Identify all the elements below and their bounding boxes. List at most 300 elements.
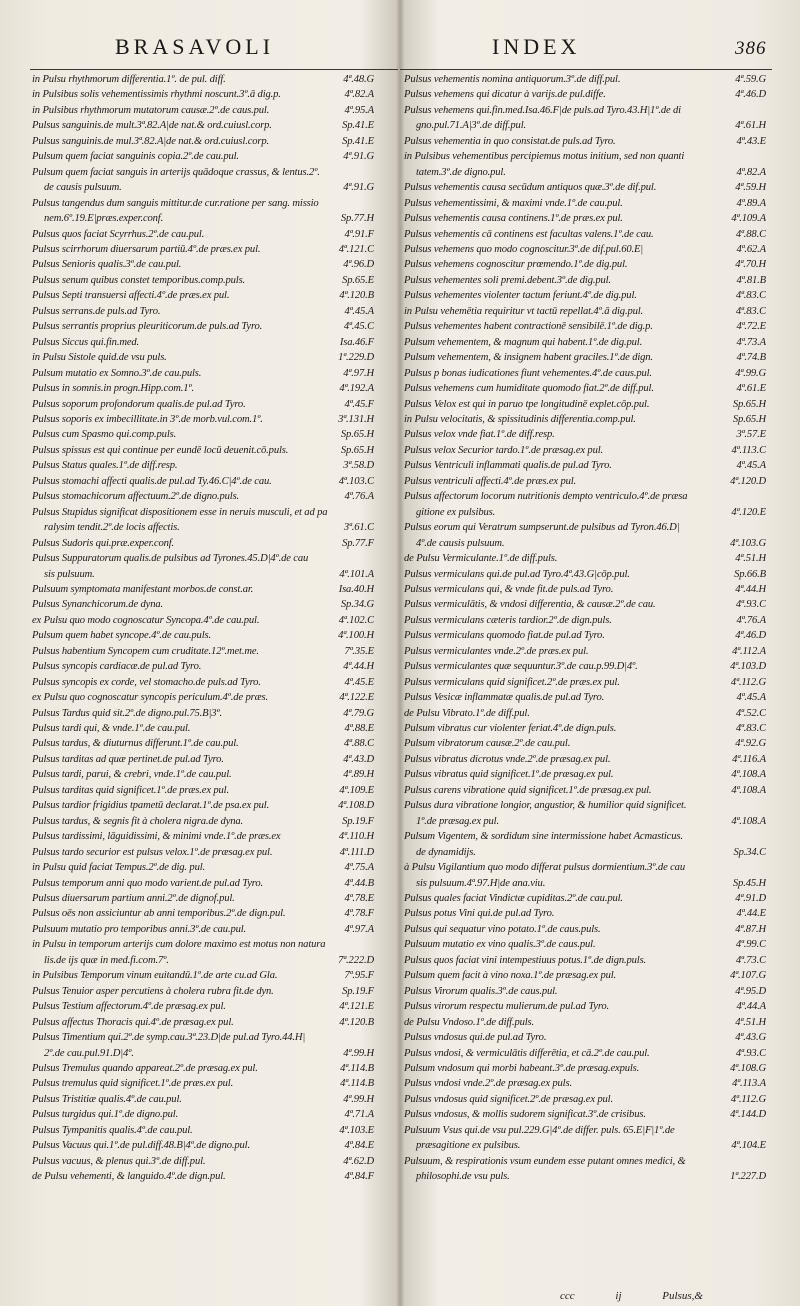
entry-reference: 7ª.95.F <box>344 970 374 982</box>
entry-text: Pulsus serrans.de puls.ad Tyro. <box>32 305 161 317</box>
index-entry <box>32 227 374 242</box>
entry-reference: Sp.41.E <box>342 120 374 132</box>
entry-text: sis pulsuum. <box>44 568 95 580</box>
entry-text: Pulsus turgidus qui.1º.de digno.pul. <box>32 1109 179 1121</box>
index-entry <box>404 613 766 628</box>
entry-text: 1º.de præsag.ex pul. <box>416 815 499 827</box>
index-entry <box>404 628 766 643</box>
entry-reference: 4ª.101.A <box>339 568 374 580</box>
entry-reference: 4ª.43.E <box>736 135 766 147</box>
index-entry <box>32 520 374 535</box>
index-entry <box>32 582 374 597</box>
index-entry <box>404 1169 766 1184</box>
entry-reference: 4ª.74.B <box>736 352 766 364</box>
entry-text: in Pulsibus vehementibus percipiemus motus initium, sed non quanti <box>404 151 685 163</box>
index-entry <box>32 922 374 937</box>
entry-text: in Pulsibus Temporum vinum euitandū.1º.de arte cu.ad Gla. <box>32 970 278 982</box>
index-entry <box>404 304 766 319</box>
entry-text: Pulsus vacuus, & plenus qui.3º.de diff.pul. <box>32 1155 206 1167</box>
index-entry <box>404 659 766 674</box>
index-entry <box>32 1092 374 1107</box>
index-entry <box>404 118 766 133</box>
entry-reference: 4ª.121.E <box>339 1001 374 1013</box>
index-entry <box>32 242 374 257</box>
entry-reference: Sp.19.F <box>342 815 374 827</box>
entry-text: Pulsus serrantis proprius pleuriticorum.de puls.ad Tyro. <box>32 321 263 333</box>
entry-reference: 4ª.43.D <box>343 753 374 765</box>
entry-reference: 4ª.83.C <box>735 723 766 735</box>
entry-reference: 4ª.97.H <box>343 367 374 379</box>
index-entry <box>404 984 766 999</box>
entry-reference: 4ª.48.G <box>343 74 374 85</box>
index-entry <box>404 412 766 427</box>
entry-text: Pulsus spissus est qui continue per eundē locū deuenit.cō.puls. <box>32 444 289 456</box>
entry-reference: 4ª.82.A <box>736 166 766 178</box>
catchword: Pulsus,& <box>662 1290 703 1302</box>
entry-text: Pulsus Senioris qualis.3º.de cau.pul. <box>32 259 182 271</box>
entry-reference: 4ª.103.C <box>338 475 374 487</box>
index-entry <box>32 1030 374 1045</box>
entry-reference: 4ª.120.D <box>730 475 766 487</box>
entry-reference: 4ª.120.B <box>339 1016 374 1028</box>
entry-reference: 4ª.103.E <box>339 1124 374 1136</box>
index-entry <box>32 536 374 551</box>
index-entry <box>32 1076 374 1091</box>
entry-reference: 4ª.73.C <box>735 954 766 966</box>
index-entry <box>32 644 374 659</box>
entry-reference: 4ª.102.C <box>338 614 374 626</box>
entry-text: Pulsus vermiculantes quæ sequuntur.3º.de cau.p.99.D|4º. <box>404 661 638 673</box>
entry-text: Pulsus tardior frigidius tpametū declarat.1º.de psa.ex pul. <box>32 800 270 812</box>
index-entry <box>404 1076 766 1091</box>
index-entry <box>32 350 374 365</box>
entry-reference: 4ª.44.B <box>344 877 374 889</box>
entry-text: Pulsus quos faciat vini intempestiuus potus.1º.de dign.puls. <box>404 954 647 966</box>
index-entry <box>404 505 766 520</box>
entry-text: Pulsus vndosi vnde.2º.de præsag.ex puls. <box>404 1078 572 1090</box>
entry-text: Pulsus eorum qui Veratrum sumpserunt.de pulsibus ad Tyron.46.D| <box>404 522 680 534</box>
entry-text: Pulsus Status quales.1º.de diff.resp. <box>32 460 178 472</box>
entry-reference: 4ª.109.E <box>339 784 374 796</box>
entry-text: Pulsus tardo securior est pulsus velox.1º.de præsag.ex pul. <box>32 846 273 858</box>
entry-text: Pulsus syncopis cardiacæ.de pul.ad Tyro. <box>32 661 202 673</box>
entry-text: Pulsus Stupidus significat dispositionem esse in neruis musculi, et ad pa <box>32 506 328 518</box>
index-entry <box>32 551 374 566</box>
entry-reference: 3ª.57.E <box>736 429 766 441</box>
entry-reference: 4ª.52.C <box>735 707 766 719</box>
index-entry <box>32 1061 374 1076</box>
entry-reference: 1ª.229.D <box>338 352 374 364</box>
index-entry <box>404 814 766 829</box>
entry-text: Pulsus vibratus quid significet.1º.de præsag.ex pul. <box>404 769 614 781</box>
entry-reference: Sp.77.F <box>342 537 374 549</box>
index-entry <box>32 1169 374 1184</box>
entry-reference: 4ª.76.A <box>736 614 766 626</box>
index-entry <box>32 458 374 473</box>
entry-text: Pulsum Vigentem, & sordidum sine intermissione habet Acmasticus. <box>404 831 683 843</box>
index-entry <box>32 304 374 319</box>
signature-mark: ccc <box>560 1290 575 1302</box>
entry-reference: 4ª.51.H <box>735 1016 766 1028</box>
index-entry <box>32 675 374 690</box>
page-number: 386 <box>735 38 767 59</box>
entry-reference: Sp.41.E <box>342 135 374 147</box>
entry-reference: 4ª.45.F <box>344 398 374 410</box>
entry-text: Pulsus stomachi affecti qualis.de pul.ad Ty.46.C|4º.de cau. <box>32 475 272 487</box>
entry-text: Pulsum quem habet syncope.4º.de cau.puls. <box>32 630 211 642</box>
entry-reference: 4ª.73.A <box>736 336 766 348</box>
header-rule-left <box>30 69 398 70</box>
index-entry <box>404 489 766 504</box>
index-entry <box>32 134 374 149</box>
entry-reference: 3ª.131.H <box>338 413 374 425</box>
index-entry <box>32 505 374 520</box>
index-entry <box>404 767 766 782</box>
index-entry <box>32 767 374 782</box>
entry-reference: 4ª.59.H <box>735 182 766 194</box>
entry-reference: Sp.77.H <box>340 213 374 225</box>
entry-reference: 4ª.72.E <box>736 321 766 333</box>
entry-text: tatem.3º.de digno.pul. <box>416 166 506 178</box>
entry-reference: 4ª.99.H <box>343 1093 374 1105</box>
index-entry <box>404 350 766 365</box>
entry-text: Pulsus quales faciat Vindictæ cupiditas.2º.de cau.pul. <box>404 893 623 905</box>
entry-reference: 4ª.108.A <box>731 784 766 796</box>
entry-reference: 4ª.95.A <box>344 104 374 116</box>
entry-text: de Pulsu Vibrato.1º.de diff.pul. <box>404 707 530 719</box>
entry-reference: 4ª.46.D <box>735 630 766 642</box>
entry-reference: 4ª.122.E <box>339 692 374 704</box>
entry-reference: 4ª.61.H <box>735 120 766 132</box>
index-entry <box>404 675 766 690</box>
entry-text: Pulsus Sudoris qui.præ.exper.conf. <box>32 537 175 549</box>
entry-text: Pulsus vndosus, & mollis sudorem significat.3º.de crisibus. <box>404 1109 646 1121</box>
entry-text: gno.pul.71.A|3º.de diff.pul. <box>416 120 526 132</box>
entry-text: Pulsus vehemens qui.fin.med.Isa.46.F|de puls.ad Tyro.43.H|1º.de di <box>404 104 681 116</box>
index-entry <box>404 906 766 921</box>
entry-reference: Sp.45.H <box>732 877 766 889</box>
entry-text: Pulsus vermiculātis, & vndosi differentia, & causæ.2º.de cau. <box>404 599 656 611</box>
entry-text: Pulsus virorum respectu mulierum.de pul.ad Tyro. <box>404 1001 610 1013</box>
entry-text: ex Pulsu quo cognoscatur syncopis periculum.4º.de præs. <box>32 692 269 704</box>
entry-text: Pulsus Testium affectorum.4º.de præsag.ex pul. <box>32 1001 226 1013</box>
index-entry <box>404 891 766 906</box>
index-entry <box>404 427 766 442</box>
entry-reference: 4ª.108.A <box>731 815 766 827</box>
index-entry <box>404 443 766 458</box>
index-entry <box>404 536 766 551</box>
entry-text: Pulsus vehementia in quo consistat.de puls.ad Tyro. <box>404 135 616 147</box>
entry-text: Pulsus Tristitiæ qualis.4º.de cau.pul. <box>32 1093 182 1105</box>
entry-text: in Pulsu vehemētia requiritur vt tactū repellat.4º.ā dig.pul. <box>404 305 644 317</box>
entry-text: Pulsus carens vibratione quid significet.1º.de præsag.ex pul. <box>404 784 652 796</box>
index-entry <box>32 335 374 350</box>
entry-reference: 4ª.114.B <box>340 1078 374 1090</box>
entry-reference: Sp.66.B <box>734 568 766 580</box>
index-entry <box>32 1123 374 1138</box>
entry-text: Pulsuum mutatio pro temporibus anni.3º.de cau.pul. <box>32 923 247 935</box>
entry-reference: 7ª.35.E <box>344 645 374 657</box>
entry-reference: 4ª.116.A <box>732 753 766 765</box>
entry-text: Pulsus tardus, & segnis fit à cholera nigra.de dyna. <box>32 815 244 827</box>
index-entry <box>32 103 374 118</box>
index-entry <box>404 397 766 412</box>
entry-text: Pulsus velox Securior tardo.1º.de præsag.ex pul. <box>404 444 604 456</box>
entry-text: Pulsus vermiculans cæteris tardior.2º.de dign.puls. <box>404 614 612 626</box>
index-entry <box>32 721 374 736</box>
entry-reference: 1ª.227.D <box>730 1171 766 1183</box>
entry-text: Pulsum quem facit à vino noxa.1º.de præsag.ex pul. <box>404 970 617 982</box>
entry-text: Pulsus vehementis nomina antiquorum.3º.de diff.pul. <box>404 74 621 85</box>
entry-reference: 4ª.97.A <box>344 923 374 935</box>
entry-reference: 4ª.93.C <box>735 1047 766 1059</box>
entry-text: Pulsus vermiculantes vnde.2º.de præs.ex pul. <box>404 645 589 657</box>
entry-text: Pulsus Timentium qui.2º.de symp.cau.3ª.23.D|de pul.ad Tyro.44.H| <box>32 1032 306 1044</box>
entry-text: Pulsus vehementes violenter tactum feriunt.4º.de dig.pul. <box>404 290 637 302</box>
index-entry <box>404 227 766 242</box>
index-entry <box>404 752 766 767</box>
entry-reference: 4ª.109.A <box>731 213 766 225</box>
index-entry <box>404 1046 766 1061</box>
index-entry <box>32 906 374 921</box>
index-entry <box>404 335 766 350</box>
entry-text: Pulsus cum Spasmo qui.comp.puls. <box>32 429 177 441</box>
index-entry <box>32 72 374 87</box>
index-entry <box>404 1154 766 1169</box>
entry-reference: 4ª.110.H <box>338 831 374 843</box>
entry-text: Pulsus tardus, & diuturnus differunt.1º.de cau.pul. <box>32 738 239 750</box>
entry-text: Pulsus vehementis cā continens est facultas valens.1º.de cau. <box>404 228 654 240</box>
entry-text: Pulsus Suppuratorum qualis.de pulsibus ad Tyrones.45.D|4º.de cau <box>32 553 309 565</box>
entry-text: in Pulsibus solis vehementissimis rhythmi noscunt.3º.ā dig.p. <box>32 89 281 101</box>
entry-reference: 4ª.96.D <box>343 259 374 271</box>
running-head-author: BRASAVOLI <box>115 34 275 59</box>
index-entry <box>404 1015 766 1030</box>
entry-text: Pulsus sanguinis.de mul.3ª.82.A|de nat.& ord.cuiusl.corp. <box>32 135 270 147</box>
entry-reference: 4ª.99.G <box>735 367 766 379</box>
index-entry <box>404 1138 766 1153</box>
entry-text: Pulsus Vacuus qui.1º.de pul.diff.48.B|4º.de digno.pul. <box>32 1140 250 1152</box>
index-entry <box>32 752 374 767</box>
entry-text: Pulsus vermiculans qui, & vnde fit.de puls.ad Tyro. <box>404 583 614 595</box>
entry-reference: 4ª.44.A <box>736 1001 766 1013</box>
entry-reference: 4ª.62.A <box>736 243 766 255</box>
entry-reference: 4ª.88.E <box>344 723 374 735</box>
entry-text: Pulsus sanguinis.de mult.3ª.82.A|de nat.& ord.cuiusl.corp. <box>32 120 272 132</box>
entry-text: Pulsum mutatio ex Somno.3º.de cau.puls. <box>32 367 202 379</box>
index-entry <box>404 690 766 705</box>
entry-text: Pulsus soporum profondorum qualis.de pul.ad Tyro. <box>32 398 246 410</box>
index-entry <box>404 288 766 303</box>
index-entry <box>404 845 766 860</box>
entry-text: Pulsus qui sequatur vino potato.1º.de caus.puls. <box>404 923 601 935</box>
entry-text: Pulsuum Vsus qui.de vsu pul.229.G|4º.de differ. puls. 65.E|F|1º.de <box>404 1124 675 1136</box>
entry-text: in Pulsibus rhythmorum mutatorum causæ.2º.de caus.pul. <box>32 104 270 116</box>
index-entry <box>32 273 374 288</box>
entry-reference: 4ª.61.E <box>736 383 766 395</box>
entry-text: in Pulsu Sistole quid.de vsu puls. <box>32 352 167 364</box>
index-entry <box>32 860 374 875</box>
entry-text: Pulsus vehemens quo modo cognoscitur.3º.de dif.pul.60.E| <box>404 243 644 255</box>
entry-reference: 4ª.79.G <box>343 707 374 719</box>
index-entry <box>32 798 374 813</box>
entry-reference: 4ª.88.C <box>343 738 374 750</box>
entry-reference: 4ª.91.G <box>343 151 374 163</box>
index-entry <box>32 736 374 751</box>
entry-reference: 4ª.45.A <box>736 460 766 472</box>
index-entry <box>32 443 374 458</box>
entry-text: Pulsus ventriculi affecti.4º.de præs.ex pul. <box>404 475 577 487</box>
index-entry <box>404 597 766 612</box>
entry-reference: 4ª.120.B <box>339 290 374 302</box>
entry-text: Pulsuum, & respirationis vsum eundem esse putant omnes medici, & <box>404 1155 686 1167</box>
entry-text: Pulsus tangendus dum sanguis mittitur.de cur.ratione per sang. missio <box>32 197 319 209</box>
index-entry <box>404 829 766 844</box>
entry-text: de Pulsu vehementi, & languido.4º.de dign.pul. <box>32 1171 226 1183</box>
entry-text: sis pulsuum.4ª.97.H|de ana.viu. <box>416 877 546 889</box>
entry-reference: 4ª.144.D <box>730 1109 766 1121</box>
index-entry <box>32 999 374 1014</box>
entry-reference: 4ª.46.D <box>735 89 766 101</box>
entry-reference: 4ª.43.G <box>735 1032 766 1044</box>
index-entry <box>32 1046 374 1061</box>
index-entry <box>404 257 766 272</box>
index-entry <box>32 257 374 272</box>
entry-text: Pulsum quem faciat sanguinis copia.2º.de cau.pul. <box>32 151 239 163</box>
entry-reference: Sp.34.C <box>733 846 766 858</box>
index-entry <box>404 968 766 983</box>
entry-reference: 4ª.104.E <box>731 1140 766 1152</box>
index-entry <box>404 87 766 102</box>
entry-reference: 4ª.51.H <box>735 553 766 565</box>
index-entry <box>32 891 374 906</box>
page-footer <box>560 1290 775 1302</box>
entry-text: Pulsus velox vnde fiat.1º.de diff.resp. <box>404 429 555 441</box>
entry-text: Pulsum vibratorum causæ.2º.de cau.pul. <box>404 738 571 750</box>
index-entry <box>404 1030 766 1045</box>
entry-reference: 4ª.89.A <box>736 197 766 209</box>
entry-reference: 4ª.114.B <box>340 1063 374 1074</box>
entry-reference: 4ª.107.G <box>730 970 766 982</box>
entry-text: Pulsus quos faciat Scyrrhus.2º.de cau.pul. <box>32 228 205 240</box>
index-entry <box>32 876 374 891</box>
index-entry <box>404 1061 766 1076</box>
index-entry <box>32 288 374 303</box>
entry-text: de causis pulsuum. <box>44 182 122 194</box>
entry-text: nem.6º.19.E|præs.exper.conf. <box>44 213 164 225</box>
index-entry <box>404 783 766 798</box>
entry-reference: 4ª.108.G <box>730 1063 766 1074</box>
entry-text: in Pulsu velocitatis, & spissitudinis differentia.comp.pul. <box>404 413 636 425</box>
entry-reference: 4ª.70.H <box>735 259 766 271</box>
index-entry <box>404 474 766 489</box>
index-entry <box>404 103 766 118</box>
entry-reference: 4ª.62.D <box>343 1155 374 1167</box>
index-entry <box>404 922 766 937</box>
entry-text: Pulsus tardi, parui, & crebri, vnde.1º.de cau.pul. <box>32 769 232 781</box>
entry-reference: 4ª.112.G <box>730 1093 766 1105</box>
entry-reference: Sp.65.H <box>340 444 374 456</box>
index-entry <box>32 613 374 628</box>
entry-text: Pulsus tremulus quid significet.1º.de præs.ex pul. <box>32 1078 234 1090</box>
entry-text: in Pulsu in temporum arterijs cum dolore maximo est motus non natura <box>32 939 326 951</box>
entry-text: Pulsus vndosi, & vermiculātis differētia, et cā.2º.de cau.pul. <box>404 1047 650 1059</box>
index-entry <box>32 829 374 844</box>
entry-reference: 4ª.95.D <box>735 985 766 997</box>
entry-reference: 4ª.71.A <box>344 1109 374 1121</box>
entry-reference: 4ª.83.C <box>735 305 766 317</box>
entry-reference: Sp.65.E <box>342 274 374 286</box>
entry-reference: 4ª.87.H <box>735 923 766 935</box>
header-rule-right <box>400 69 772 70</box>
index-entry <box>404 798 766 813</box>
entry-reference: Sp.65.H <box>732 398 766 410</box>
entry-reference: 4ª.81.B <box>736 274 766 286</box>
index-entry <box>404 211 766 226</box>
entry-text: Pulsus vermiculans quomodo fiat.de pul.ad Tyro. <box>404 630 605 642</box>
index-entry <box>32 783 374 798</box>
index-entry <box>404 381 766 396</box>
index-entry <box>32 1138 374 1153</box>
entry-text: Pulsus Tremulus quando appareat.2º.de præsag.ex pul. <box>32 1063 258 1074</box>
entry-text: Pulsus Synanchicorum.de dyna. <box>32 599 163 611</box>
entry-reference: 4ª.91.D <box>735 893 766 905</box>
index-entry <box>404 180 766 195</box>
entry-reference: 4ª.112.A <box>732 645 766 657</box>
entry-text: Pulsus vehementes soli premi.debent.3º.de dig.pul. <box>404 274 611 286</box>
index-entry <box>32 180 374 195</box>
index-entry <box>404 953 766 968</box>
entry-reference: 4ª.45.E <box>344 676 374 688</box>
entry-text: Pulsus Tympanitis qualis.4º.de cau.pul. <box>32 1124 193 1136</box>
entry-reference: 4ª.103.G <box>730 537 766 549</box>
index-entry <box>32 628 374 643</box>
index-entry <box>404 273 766 288</box>
entry-reference: 4ª.89.H <box>343 769 374 781</box>
entry-text: Pulsum vibratus cur violenter feriat.4º.de dign.puls. <box>404 723 617 735</box>
index-entry <box>404 1092 766 1107</box>
entry-text: 2º.de cau.pul.91.D|4º. <box>44 1047 134 1059</box>
entry-text: Pulsus vibratus dicrotus vnde.2º.de præsag.ex pul. <box>404 753 611 765</box>
entry-reference: 4ª.121.C <box>338 243 374 255</box>
entry-reference: 4ª.108.A <box>731 769 766 781</box>
entry-text: in Pulsu rhythmorum differentia.1º. de pul. diff. <box>32 74 226 85</box>
entry-text: 4º.de causis pulsuum. <box>416 537 505 549</box>
index-entry <box>404 721 766 736</box>
entry-text: Pulsus senum quibus constet temporibus.comp.puls. <box>32 274 246 286</box>
index-entry <box>404 149 766 164</box>
entry-text: Pulsus potus Vini qui.de pul.ad Tyro. <box>404 908 555 920</box>
entry-text: Pulsus Tardus quid sit.2º.de digno.pul.75.B|3º. <box>32 707 222 719</box>
entry-text: de Pulsu Vndoso.1º.de diff.puls. <box>404 1016 535 1028</box>
entry-text: ralysim tendit.2º.de locis affectis. <box>44 522 180 534</box>
index-entry <box>32 1107 374 1122</box>
index-entry <box>32 381 374 396</box>
entry-reference: 4ª.91.G <box>343 182 374 194</box>
entry-reference: 4ª.59.G <box>735 74 766 85</box>
index-entry <box>404 551 766 566</box>
entry-text: Pulsus habentium Syncopem cum cruditate.12º.met.me. <box>32 645 259 657</box>
entry-reference: 4ª.44.H <box>343 661 374 673</box>
entry-reference: 4ª.88.C <box>735 228 766 240</box>
signature-number: ij <box>615 1290 622 1302</box>
index-entry <box>404 458 766 473</box>
entry-text: Pulsus tardissimi, lāguidissimi, & minimi vnde.1º.de præs.ex <box>32 831 281 843</box>
index-entry <box>32 87 374 102</box>
entry-reference: 4ª.99.H <box>343 1047 374 1059</box>
running-head-title: INDEX <box>492 34 581 59</box>
index-entry <box>32 1154 374 1169</box>
